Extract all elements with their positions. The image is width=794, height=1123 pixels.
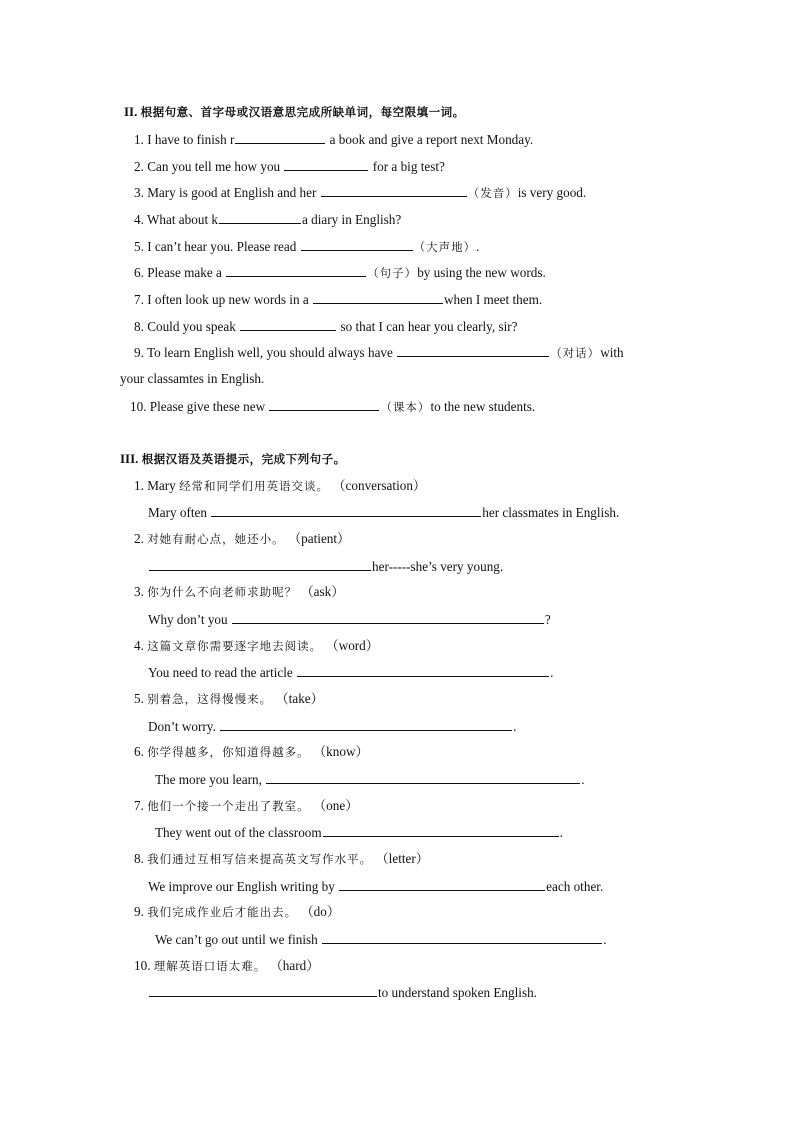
s3-item-4-answer <box>148 664 553 681</box>
section-3-title: 根据汉语及英语提示，完成下列句子。 <box>141 452 346 466</box>
item-text: with <box>600 345 624 360</box>
item-text: Could you speak <box>147 319 236 334</box>
chinese-hint: （句子） <box>367 266 418 280</box>
item-number: 10. <box>134 958 151 973</box>
answer-text: ? <box>544 612 551 627</box>
s3-item-9-answer <box>155 931 606 948</box>
s2-item-2 <box>134 158 445 175</box>
answer-text: . <box>513 719 517 734</box>
item-number: 4. <box>134 212 144 227</box>
item-text: a diary in English? <box>302 212 402 227</box>
chinese-hint: （对话） <box>550 346 601 360</box>
chinese-prompt: 对她有耐心点，她还小。 <box>147 532 285 546</box>
s3-item-3-answer <box>148 611 551 628</box>
prompt-text: Mary <box>147 478 176 493</box>
section-2-heading <box>124 104 465 120</box>
s3-item-6-answer <box>155 771 585 788</box>
keyword-hint: （know） <box>312 744 369 759</box>
item-number: 1. <box>134 132 144 147</box>
section-2-title: 根据句意、首字母或汉语意思完成所缺单词，每空限填一词。 <box>140 105 465 119</box>
s2-item-1 <box>134 131 533 148</box>
item-number: 8. <box>134 319 144 334</box>
s2-item-4 <box>134 211 401 228</box>
item-text: To learn English well, you should always have <box>146 345 393 360</box>
item-number: 2. <box>134 159 144 174</box>
chinese-hint: （发音） <box>467 186 518 200</box>
answer-text: each other. <box>546 879 604 894</box>
item-text: by using the new words. <box>417 265 546 280</box>
answer-blank[interactable] <box>313 291 443 304</box>
section-2-number: II. <box>124 104 138 119</box>
chinese-hint: （大声地） <box>413 240 477 254</box>
answer-text: her classmates in English. <box>482 505 620 520</box>
answer-text: . <box>603 932 607 947</box>
answer-blank[interactable] <box>301 238 413 251</box>
s2-item-9 <box>134 344 624 361</box>
s2-item-3 <box>134 184 586 201</box>
answer-blank[interactable] <box>219 211 301 224</box>
s3-item-8-answer <box>148 878 603 895</box>
answer-blank[interactable] <box>339 878 545 891</box>
answer-text: They went out of the classroom <box>155 825 322 840</box>
answer-blank[interactable] <box>284 158 368 171</box>
answer-blank[interactable] <box>297 664 549 677</box>
item-number: 7. <box>134 798 144 813</box>
s3-item-1-prompt <box>134 478 426 494</box>
answer-blank[interactable] <box>323 824 559 837</box>
answer-blank[interactable] <box>322 931 602 944</box>
s2-item-6 <box>134 264 546 281</box>
s3-item-9-prompt <box>134 904 340 920</box>
chinese-hint: （课本） <box>380 400 431 414</box>
chinese-prompt: 你学得越多，你知道得越多。 <box>147 745 310 759</box>
answer-blank[interactable] <box>149 984 377 997</box>
item-text: your classamtes in English. <box>120 371 265 386</box>
answer-blank[interactable] <box>240 318 336 331</box>
chinese-prompt: 经常和同学们用英语交谈。 <box>179 479 330 493</box>
keyword-hint: （letter） <box>375 851 429 866</box>
s2-item-10 <box>130 398 535 415</box>
s3-item-7-answer <box>155 824 563 841</box>
answer-blank[interactable] <box>235 131 325 144</box>
answer-text: her-----she’s very young. <box>372 559 504 574</box>
item-number: 4. <box>134 638 144 653</box>
answer-blank[interactable] <box>211 504 481 517</box>
item-text: I can’t hear you. Please read <box>147 239 297 254</box>
item-number: 9. <box>134 904 144 919</box>
s2-item-7 <box>134 291 542 308</box>
chinese-prompt: 理解英语口语太难。 <box>153 959 267 973</box>
chinese-prompt: 你为什么不向老师求助呢？ <box>147 585 298 599</box>
s3-item-7-prompt <box>134 798 358 814</box>
s3-item-2-answer <box>148 558 503 575</box>
section-3-heading <box>120 451 346 467</box>
answer-text: The more you learn, <box>155 772 262 787</box>
keyword-hint: （take） <box>275 691 324 706</box>
s3-item-5-prompt <box>134 691 324 707</box>
chinese-prompt: 我们完成作业后才能出去。 <box>147 905 298 919</box>
keyword-hint: （word） <box>325 638 379 653</box>
keyword-hint: （conversation） <box>332 478 427 493</box>
s3-item-10-answer <box>148 984 537 1001</box>
answer-blank[interactable] <box>149 558 371 571</box>
answer-blank[interactable] <box>266 771 580 784</box>
item-text: is very good. <box>517 185 587 200</box>
item-text: Please give these new <box>149 399 266 414</box>
answer-blank[interactable] <box>321 184 467 197</box>
s3-item-4-prompt <box>134 638 379 654</box>
answer-blank[interactable] <box>226 264 366 277</box>
item-text: so that I can hear you clearly, sir? <box>340 319 518 334</box>
answer-text: Don’t worry. <box>148 719 216 734</box>
answer-text: . <box>550 665 554 680</box>
item-text: I often look up new words in a <box>147 292 309 307</box>
keyword-hint: （do） <box>300 904 341 919</box>
answer-blank[interactable] <box>397 344 549 357</box>
item-text: for a big test? <box>372 159 445 174</box>
item-text: when I meet them. <box>444 292 543 307</box>
s2-item-8 <box>134 318 518 335</box>
answer-text: Why don’t you <box>148 612 228 627</box>
item-text: Can you tell me how you <box>147 159 281 174</box>
keyword-hint: （hard） <box>269 958 320 973</box>
s2-item-5 <box>134 238 479 255</box>
answer-text: . <box>581 772 585 787</box>
item-text: a book and give a report next Monday. <box>329 132 534 147</box>
item-number: 10. <box>130 399 147 414</box>
item-number: 6. <box>134 744 144 759</box>
s3-item-1-answer <box>148 504 619 521</box>
answer-blank[interactable] <box>269 398 379 411</box>
item-text: . <box>476 239 480 254</box>
answer-text: Mary often <box>148 505 207 520</box>
answer-blank[interactable] <box>220 718 512 731</box>
item-text: Please make a <box>147 265 222 280</box>
s3-item-6-prompt <box>134 744 369 760</box>
item-number: 2. <box>134 531 144 546</box>
item-text: I have to finish r <box>147 132 235 147</box>
answer-text: . <box>559 825 563 840</box>
item-number: 5. <box>134 239 144 254</box>
s3-item-5-answer <box>148 718 516 735</box>
keyword-hint: （patient） <box>287 531 351 546</box>
item-number: 1. <box>134 478 144 493</box>
item-text: Mary is good at English and her <box>147 185 317 200</box>
answer-text: to understand spoken English. <box>378 985 537 1000</box>
keyword-hint: （one） <box>312 798 359 813</box>
item-number: 5. <box>134 691 144 706</box>
item-number: 6. <box>134 265 144 280</box>
s3-item-10-prompt <box>134 958 319 974</box>
s2-item-9-continuation <box>120 371 264 387</box>
item-number: 3. <box>134 185 144 200</box>
answer-text: We improve our English writing by <box>148 879 335 894</box>
s3-item-8-prompt <box>134 851 429 867</box>
item-number: 9. <box>134 345 144 360</box>
item-number: 3. <box>134 584 144 599</box>
answer-blank[interactable] <box>232 611 544 624</box>
item-number: 8. <box>134 851 144 866</box>
section-3-number: III. <box>120 451 139 466</box>
chinese-prompt: 这篇文章你需要逐字地去阅读。 <box>147 639 323 653</box>
answer-text: You need to read the article <box>148 665 293 680</box>
answer-text: We can’t go out until we finish <box>155 932 318 947</box>
chinese-prompt: 别着急，这得慢慢来。 <box>147 692 273 706</box>
chinese-prompt: 我们通过互相写信来提高英文写作水平。 <box>147 852 373 866</box>
s3-item-3-prompt <box>134 584 344 600</box>
s3-item-2-prompt <box>134 531 350 547</box>
keyword-hint: （ask） <box>300 584 345 599</box>
chinese-prompt: 他们一个接一个走出了教室。 <box>147 799 310 813</box>
item-text: What about k <box>146 212 218 227</box>
item-text: to the new students. <box>430 399 536 414</box>
item-number: 7. <box>134 292 144 307</box>
